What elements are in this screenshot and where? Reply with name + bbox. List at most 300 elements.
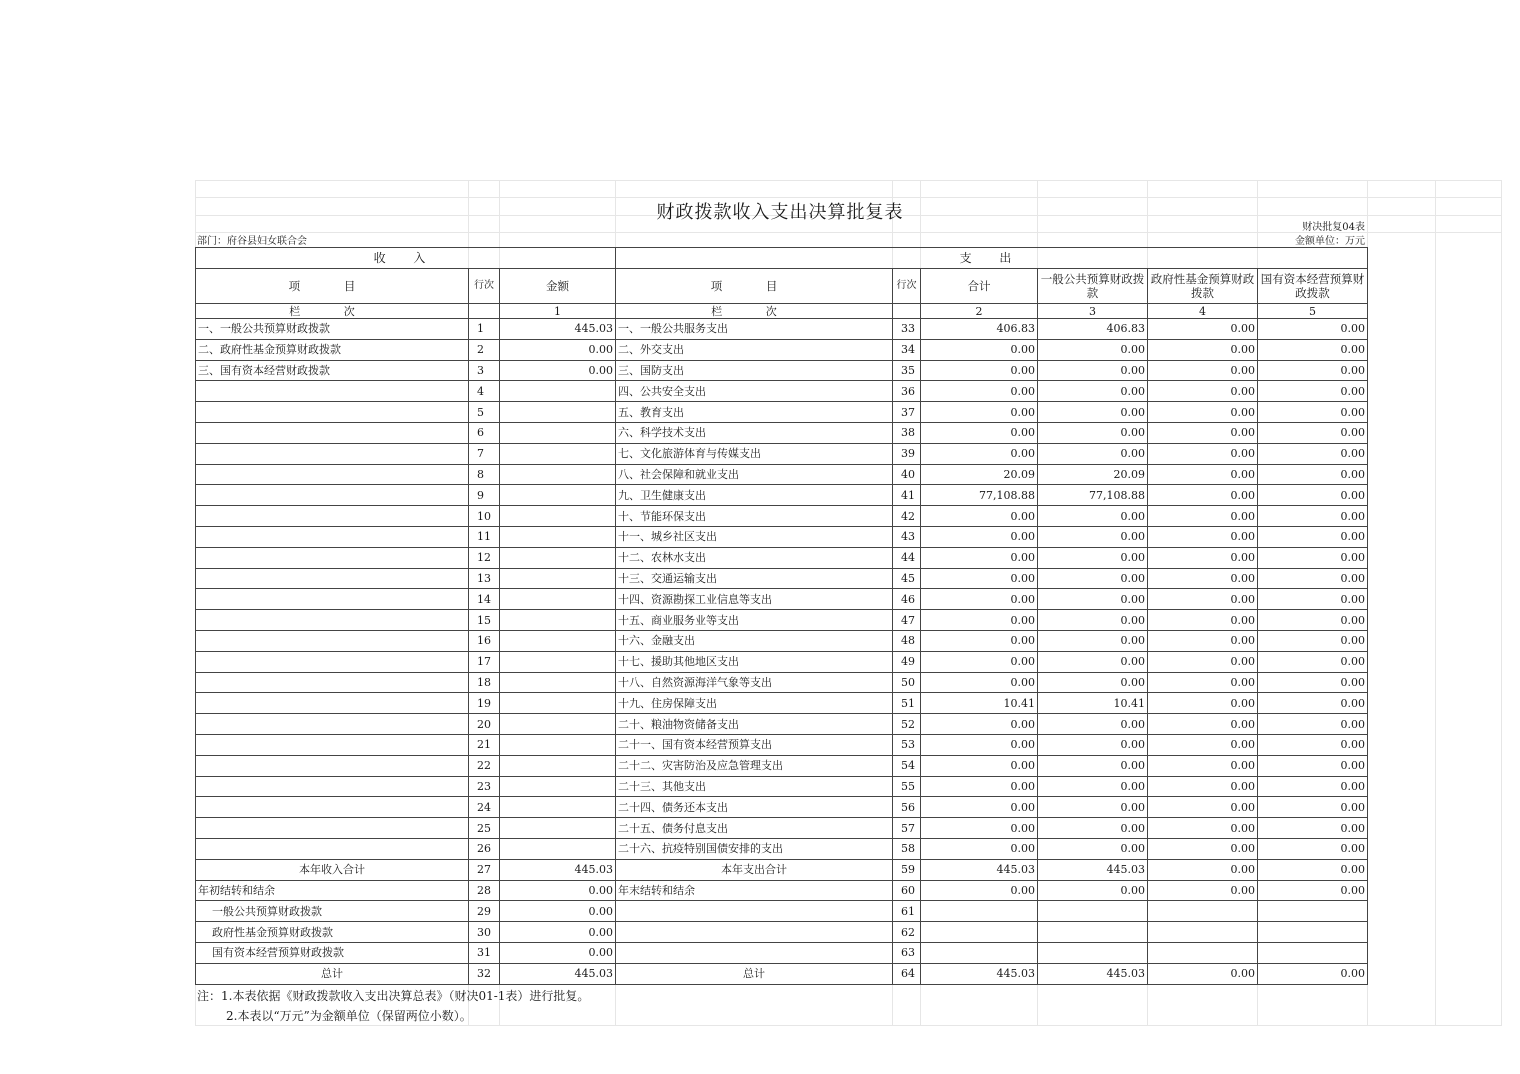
expense-line-no: 34: [893, 339, 921, 360]
income-amount: [500, 734, 616, 755]
income-line-no: 16: [469, 630, 500, 651]
expense-line-no: 64: [893, 963, 921, 984]
expense-item: 二、外交支出: [616, 339, 893, 360]
gov-fund-amount: [1148, 901, 1258, 922]
expense-total: 0.00: [921, 818, 1038, 839]
table-row: [196, 360, 1368, 381]
expense-line-no: 62: [893, 922, 921, 943]
state-capital-amount: 0.00: [1258, 672, 1368, 693]
expense-total: 20.09: [921, 464, 1038, 485]
expense-item: [616, 901, 893, 922]
income-item: [196, 838, 469, 859]
gov-fund-amount: 0.00: [1148, 672, 1258, 693]
state-capital-amount: 0.00: [1258, 755, 1368, 776]
expense-item: 十二、农林水支出: [616, 547, 893, 568]
gov-fund-amount: 0.00: [1148, 963, 1258, 984]
income-line-no: 14: [469, 589, 500, 610]
column-header-row: [196, 269, 1368, 304]
general-budget-amount: 0.00: [1038, 339, 1148, 360]
appropriation-table: [195, 247, 1368, 985]
income-line-no: 6: [469, 422, 500, 443]
income-amount: [500, 630, 616, 651]
note-1: 注：1.本表依据《财政拨款收入支出决算总表》（财决01-1表）进行批复。: [197, 989, 590, 1003]
income-amount: [500, 776, 616, 797]
expense-total: 10.41: [921, 693, 1038, 714]
income-amount: [500, 485, 616, 506]
general-budget-amount: 406.83: [1038, 319, 1148, 340]
state-capital-amount: 0.00: [1258, 714, 1368, 735]
expense-total: 0.00: [921, 568, 1038, 589]
state-capital-amount: 0.00: [1258, 568, 1368, 589]
gov-fund-amount: 0.00: [1148, 714, 1258, 735]
gov-fund-amount: 0.00: [1148, 797, 1258, 818]
income-amount: [500, 651, 616, 672]
income-line-header: 行次: [469, 269, 500, 304]
section-header-row: [196, 248, 1368, 269]
income-line-no: 5: [469, 402, 500, 423]
expense-total: 0.00: [921, 776, 1038, 797]
general-budget-amount: 0.00: [1038, 797, 1148, 818]
expense-line-no: 41: [893, 485, 921, 506]
expense-total: [921, 901, 1038, 922]
expense-header: 支 出: [616, 248, 1368, 269]
general-budget-amount: 20.09: [1038, 464, 1148, 485]
expense-line-no: 38: [893, 422, 921, 443]
expense-item: 二十一、国有资本经营预算支出: [616, 734, 893, 755]
table-row: [196, 672, 1368, 693]
table-row: [196, 838, 1368, 859]
income-amount: [500, 443, 616, 464]
income-item: [196, 755, 469, 776]
expense-total: 0.00: [921, 838, 1038, 859]
expense-item: 十六、金融支出: [616, 630, 893, 651]
income-amount: 0.00: [500, 922, 616, 943]
gov-fund-amount: 0.00: [1148, 339, 1258, 360]
expense-item: 年末结转和结余: [616, 880, 893, 901]
income-item: [196, 776, 469, 797]
income-item: [196, 672, 469, 693]
income-amount: [500, 818, 616, 839]
empty-cell: [469, 304, 500, 319]
general-budget-amount: 445.03: [1038, 859, 1148, 880]
state-capital-amount: 0.00: [1258, 693, 1368, 714]
gov-fund-amount: 0.00: [1148, 818, 1258, 839]
expense-total: 0.00: [921, 381, 1038, 402]
expense-item: 二十六、抗疫特别国债安排的支出: [616, 838, 893, 859]
income-column-label: 栏 次: [196, 304, 469, 319]
gov-fund-amount: 0.00: [1148, 568, 1258, 589]
income-item: [196, 568, 469, 589]
income-line-no: 17: [469, 651, 500, 672]
expense-item-header: 项 目: [616, 269, 893, 304]
state-capital-amount: 0.00: [1258, 776, 1368, 797]
income-item: [196, 506, 469, 527]
expense-total: 406.83: [921, 319, 1038, 340]
state-capital-header: 国有资本经营预算财政拨款: [1258, 269, 1368, 304]
expense-item: 五、教育支出: [616, 402, 893, 423]
state-capital-amount: 0.00: [1258, 339, 1368, 360]
summary-row: [196, 942, 1368, 963]
state-capital-amount: 0.00: [1258, 963, 1368, 984]
income-line-no: 15: [469, 610, 500, 631]
expense-line-no: 51: [893, 693, 921, 714]
income-line-no: 9: [469, 485, 500, 506]
expense-total: 0.00: [921, 672, 1038, 693]
income-line-no: 29: [469, 901, 500, 922]
table-row: [196, 610, 1368, 631]
table-row: [196, 506, 1368, 527]
gov-fund-amount: 0.00: [1148, 859, 1258, 880]
expense-total: 0.00: [921, 734, 1038, 755]
state-capital-amount: 0.00: [1258, 797, 1368, 818]
expense-line-no: 36: [893, 381, 921, 402]
expense-total: 0.00: [921, 526, 1038, 547]
expense-total: 77,108.88: [921, 485, 1038, 506]
expense-item: [616, 942, 893, 963]
expense-item: 十九、住房保障支出: [616, 693, 893, 714]
expense-item: 本年支出合计: [616, 859, 893, 880]
table-row: [196, 422, 1368, 443]
gov-fund-amount: 0.00: [1148, 381, 1258, 402]
income-amount: [500, 381, 616, 402]
income-item: [196, 402, 469, 423]
income-amount: 0.00: [500, 880, 616, 901]
general-budget-amount: 445.03: [1038, 963, 1148, 984]
table-row: [196, 319, 1368, 340]
expense-item: 一、一般公共服务支出: [616, 319, 893, 340]
income-item: [196, 734, 469, 755]
table-row: [196, 651, 1368, 672]
expense-total: 0.00: [921, 880, 1038, 901]
expense-line-no: 48: [893, 630, 921, 651]
state-capital-amount: 0.00: [1258, 506, 1368, 527]
expense-line-no: 52: [893, 714, 921, 735]
income-item: 三、国有资本经营财政拨款: [196, 360, 469, 381]
income-line-no: 26: [469, 838, 500, 859]
general-budget-amount: 0.00: [1038, 776, 1148, 797]
table-row: [196, 734, 1368, 755]
table-row: [196, 402, 1368, 423]
department-label: 部门：府谷县妇女联合会: [197, 236, 307, 247]
state-capital-amount: 0.00: [1258, 402, 1368, 423]
expense-total: 0.00: [921, 360, 1038, 381]
income-item: [196, 464, 469, 485]
general-budget-amount: 0.00: [1038, 672, 1148, 693]
state-capital-amount: 0.00: [1258, 319, 1368, 340]
table-row: [196, 464, 1368, 485]
income-item: 总计: [196, 963, 469, 984]
income-line-no: 24: [469, 797, 500, 818]
income-item: [196, 693, 469, 714]
general-budget-amount: 0.00: [1038, 734, 1148, 755]
expense-item: 六、科学技术支出: [616, 422, 893, 443]
expense-line-no: 49: [893, 651, 921, 672]
gov-fund-amount: 0.00: [1148, 443, 1258, 464]
general-budget-amount: 0.00: [1038, 651, 1148, 672]
income-amount: [500, 755, 616, 776]
income-amount: [500, 714, 616, 735]
unit-label: 金额单位：万元: [1295, 236, 1365, 247]
expense-item: 二十二、灾害防治及应急管理支出: [616, 755, 893, 776]
expense-total: 0.00: [921, 610, 1038, 631]
income-item: 一、一般公共预算财政拨款: [196, 319, 469, 340]
income-item: [196, 526, 469, 547]
expense-line-no: 55: [893, 776, 921, 797]
income-item: [196, 714, 469, 735]
summary-row: [196, 922, 1368, 943]
col-index-3: 3: [1038, 304, 1148, 319]
income-amount: [500, 672, 616, 693]
state-capital-amount: 0.00: [1258, 485, 1368, 506]
general-budget-amount: 0.00: [1038, 755, 1148, 776]
expense-item: 八、社会保障和就业支出: [616, 464, 893, 485]
expense-line-no: 60: [893, 880, 921, 901]
general-budget-amount: 77,108.88: [1038, 485, 1148, 506]
table-row: [196, 589, 1368, 610]
general-budget-amount: 0.00: [1038, 506, 1148, 527]
state-capital-amount: 0.00: [1258, 859, 1368, 880]
expense-item: 总计: [616, 963, 893, 984]
general-budget-amount: [1038, 901, 1148, 922]
income-amount: [500, 797, 616, 818]
col-index-5: 5: [1258, 304, 1368, 319]
general-budget-amount: 0.00: [1038, 880, 1148, 901]
expense-line-no: 37: [893, 402, 921, 423]
expense-item: 二十四、债务还本支出: [616, 797, 893, 818]
gov-fund-amount: 0.00: [1148, 422, 1258, 443]
state-capital-amount: 0.00: [1258, 651, 1368, 672]
income-amount: 445.03: [500, 859, 616, 880]
expense-line-no: 57: [893, 818, 921, 839]
income-line-no: 10: [469, 506, 500, 527]
expense-item: 十五、商业服务业等支出: [616, 610, 893, 631]
expense-item: 十四、资源勘探工业信息等支出: [616, 589, 893, 610]
state-capital-amount: 0.00: [1258, 880, 1368, 901]
table-row: [196, 630, 1368, 651]
state-capital-amount: [1258, 942, 1368, 963]
income-line-no: 30: [469, 922, 500, 943]
gov-fund-header: 政府性基金预算财政拨款: [1148, 269, 1258, 304]
expense-item: 十、节能环保支出: [616, 506, 893, 527]
general-budget-header: 一般公共预算财政拨款: [1038, 269, 1148, 304]
income-line-no: 3: [469, 360, 500, 381]
expense-total: 445.03: [921, 963, 1038, 984]
gov-fund-amount: 0.00: [1148, 880, 1258, 901]
income-line-no: 8: [469, 464, 500, 485]
income-line-no: 13: [469, 568, 500, 589]
income-item: 本年收入合计: [196, 859, 469, 880]
income-amount: 445.03: [500, 319, 616, 340]
state-capital-amount: 0.00: [1258, 443, 1368, 464]
state-capital-amount: [1258, 922, 1368, 943]
state-capital-amount: 0.00: [1258, 818, 1368, 839]
gov-fund-amount: [1148, 922, 1258, 943]
table-row: [196, 776, 1368, 797]
table-row: [196, 818, 1368, 839]
expense-line-no: 45: [893, 568, 921, 589]
general-budget-amount: 0.00: [1038, 360, 1148, 381]
gov-fund-amount: 0.00: [1148, 526, 1258, 547]
expense-item: 二十、粮油物资储备支出: [616, 714, 893, 735]
income-line-no: 27: [469, 859, 500, 880]
summary-row: [196, 859, 1368, 880]
expense-line-no: 46: [893, 589, 921, 610]
income-line-no: 28: [469, 880, 500, 901]
state-capital-amount: 0.00: [1258, 381, 1368, 402]
income-line-no: 4: [469, 381, 500, 402]
general-budget-amount: 0.00: [1038, 568, 1148, 589]
income-line-no: 31: [469, 942, 500, 963]
general-budget-amount: [1038, 922, 1148, 943]
expense-line-no: 54: [893, 755, 921, 776]
empty-cell: [893, 304, 921, 319]
state-capital-amount: 0.00: [1258, 734, 1368, 755]
gov-fund-amount: 0.00: [1148, 402, 1258, 423]
income-item: [196, 630, 469, 651]
table-row: [196, 568, 1368, 589]
income-item: 二、政府性基金预算财政拨款: [196, 339, 469, 360]
income-item: 国有资本经营预算财政拨款: [196, 942, 469, 963]
expense-line-no: 59: [893, 859, 921, 880]
gov-fund-amount: 0.00: [1148, 547, 1258, 568]
expense-item: 四、公共安全支出: [616, 381, 893, 402]
income-amount: 0.00: [500, 360, 616, 381]
general-budget-amount: 0.00: [1038, 838, 1148, 859]
expense-line-header: 行次: [893, 269, 921, 304]
general-budget-amount: 0.00: [1038, 526, 1148, 547]
page-title: 财政拨款收入支出决算批复表: [656, 202, 904, 223]
expense-line-no: 58: [893, 838, 921, 859]
general-budget-amount: 0.00: [1038, 443, 1148, 464]
gov-fund-amount: 0.00: [1148, 776, 1258, 797]
col-index-1: 1: [500, 304, 616, 319]
expense-total: [921, 922, 1038, 943]
expense-item: 十八、自然资源海洋气象等支出: [616, 672, 893, 693]
gov-fund-amount: 0.00: [1148, 693, 1258, 714]
form-code: 财决批复04表: [1302, 222, 1365, 233]
income-line-no: 7: [469, 443, 500, 464]
income-item: [196, 797, 469, 818]
income-line-no: 18: [469, 672, 500, 693]
gov-fund-amount: 0.00: [1148, 734, 1258, 755]
expense-line-no: 35: [893, 360, 921, 381]
expense-total: 0.00: [921, 547, 1038, 568]
income-line-no: 12: [469, 547, 500, 568]
general-budget-amount: [1038, 942, 1148, 963]
table-row: [196, 526, 1368, 547]
general-budget-amount: 0.00: [1038, 818, 1148, 839]
table-row: [196, 339, 1368, 360]
state-capital-amount: 0.00: [1258, 589, 1368, 610]
general-budget-amount: 0.00: [1038, 714, 1148, 735]
expense-line-no: 44: [893, 547, 921, 568]
income-amount: [500, 838, 616, 859]
state-capital-amount: 0.00: [1258, 526, 1368, 547]
gov-fund-amount: [1148, 942, 1258, 963]
expense-line-no: 39: [893, 443, 921, 464]
expense-line-no: 56: [893, 797, 921, 818]
income-item: [196, 818, 469, 839]
table-row: [196, 797, 1368, 818]
expense-item: 十七、援助其他地区支出: [616, 651, 893, 672]
expense-item: 七、文化旅游体育与传媒支出: [616, 443, 893, 464]
gov-fund-amount: 0.00: [1148, 589, 1258, 610]
general-budget-amount: 0.00: [1038, 402, 1148, 423]
expense-line-no: 40: [893, 464, 921, 485]
expense-total: 0.00: [921, 651, 1038, 672]
income-amount: [500, 402, 616, 423]
expense-item: 二十五、债务付息支出: [616, 818, 893, 839]
expense-item: 十三、交通运输支出: [616, 568, 893, 589]
table-row: [196, 693, 1368, 714]
gov-fund-amount: 0.00: [1148, 485, 1258, 506]
expense-line-no: 63: [893, 942, 921, 963]
expense-total-header: 合计: [921, 269, 1038, 304]
table-row: [196, 547, 1368, 568]
summary-row: [196, 880, 1368, 901]
expense-total: 0.00: [921, 755, 1038, 776]
expense-total: 0.00: [921, 714, 1038, 735]
general-budget-amount: 0.00: [1038, 630, 1148, 651]
gov-fund-amount: 0.00: [1148, 319, 1258, 340]
income-item: 年初结转和结余: [196, 880, 469, 901]
table-row: [196, 381, 1368, 402]
expense-total: 0.00: [921, 443, 1038, 464]
gov-fund-amount: 0.00: [1148, 651, 1258, 672]
income-header: 收 入: [196, 248, 616, 269]
column-index-row: [196, 304, 1368, 319]
income-amount: [500, 506, 616, 527]
income-line-no: 22: [469, 755, 500, 776]
state-capital-amount: 0.00: [1258, 838, 1368, 859]
income-amount: [500, 422, 616, 443]
general-budget-amount: 0.00: [1038, 422, 1148, 443]
income-line-no: 25: [469, 818, 500, 839]
expense-total: 0.00: [921, 402, 1038, 423]
expense-line-no: 50: [893, 672, 921, 693]
income-amount: 0.00: [500, 942, 616, 963]
income-amount: 0.00: [500, 339, 616, 360]
expense-total: 0.00: [921, 339, 1038, 360]
gov-fund-amount: 0.00: [1148, 838, 1258, 859]
note-2: 2.本表以“万元”为金额单位（保留两位小数）。: [226, 1009, 472, 1023]
income-item: 一般公共预算财政拨款: [196, 901, 469, 922]
income-amount-header: 金额: [500, 269, 616, 304]
income-item: [196, 443, 469, 464]
table-row: [196, 443, 1368, 464]
income-amount: 445.03: [500, 963, 616, 984]
gov-fund-amount: 0.00: [1148, 464, 1258, 485]
expense-total: [921, 942, 1038, 963]
state-capital-amount: 0.00: [1258, 630, 1368, 651]
expense-total: 0.00: [921, 630, 1038, 651]
income-amount: [500, 589, 616, 610]
income-amount: [500, 464, 616, 485]
gov-fund-amount: 0.00: [1148, 360, 1258, 381]
income-item: [196, 589, 469, 610]
expense-line-no: 43: [893, 526, 921, 547]
expense-total: 0.00: [921, 506, 1038, 527]
col-index-4: 4: [1148, 304, 1258, 319]
state-capital-amount: 0.00: [1258, 422, 1368, 443]
state-capital-amount: 0.00: [1258, 464, 1368, 485]
general-budget-amount: 0.00: [1038, 547, 1148, 568]
income-item-header: 项 目: [196, 269, 469, 304]
expense-line-no: 42: [893, 506, 921, 527]
expense-total: 445.03: [921, 859, 1038, 880]
income-line-no: 19: [469, 693, 500, 714]
expense-total: 0.00: [921, 797, 1038, 818]
